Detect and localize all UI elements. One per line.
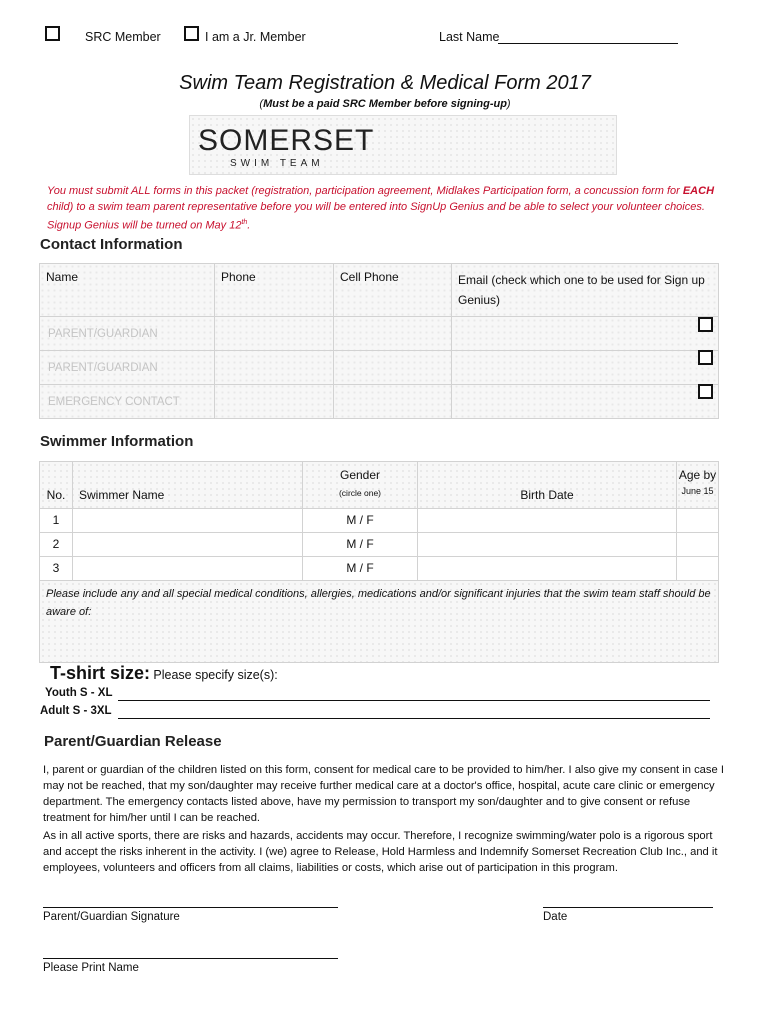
swimmer-heading: Swimmer Information xyxy=(40,433,194,450)
contact-row-cell[interactable] xyxy=(334,351,452,385)
swimmer-name-cell[interactable] xyxy=(73,509,303,533)
contact-row-phone[interactable] xyxy=(215,385,334,419)
logo-banner xyxy=(189,115,617,175)
contact-col-email: Email (check which one to be used for Sign up Genius) xyxy=(452,264,719,317)
last-name-field[interactable] xyxy=(498,30,678,44)
date-label: Date xyxy=(543,911,568,923)
contact-row-name[interactable]: EMERGENCY CONTACT xyxy=(40,385,215,419)
youth-size-label: Youth S - XL xyxy=(45,687,113,699)
gender-select[interactable]: M / F xyxy=(303,557,418,581)
src-member-label: SRC Member xyxy=(85,30,161,44)
page-subtitle: (Must be a paid SRC Member before signing-up) xyxy=(259,98,511,110)
last-name-label: Last Name xyxy=(439,30,500,44)
contact-row-name[interactable]: PARENT/GUARDIAN xyxy=(40,317,215,351)
release-paragraph-2: As in all active sports, there are risks and hazards, accidents may occur. Therefore, I recognize swimming/water polo is a rigorous sport and accept the risks inherent in the activity. I (we) agree to Release, Hold Harmless and Indemnify Somerset Recreation Club Inc., and it employees, volunteers and officers from all claims, liabilities or costs, which arise out of participation in this program. xyxy=(43,830,718,874)
logo-subtext: SWIM TEAM xyxy=(230,158,324,169)
birth-date-cell[interactable] xyxy=(418,533,677,557)
swimmer-col-name: Swimmer Name xyxy=(73,462,303,509)
contact-row-email[interactable] xyxy=(452,317,719,351)
email-checkbox-2[interactable] xyxy=(698,350,713,365)
contact-col-name: Name xyxy=(40,264,215,317)
release-heading: Parent/Guardian Release xyxy=(44,733,222,750)
contact-table xyxy=(39,263,719,419)
contact-col-cell: Cell Phone xyxy=(334,264,452,317)
release-paragraph-1: I, parent or guardian of the children listed on this form, consent for medical care to be provided to him/her. I also give my consent in case I may not be reached, that my son/daughter may receive further medical care at a doctor's office, hospital, acute care clinic or emergency department. The emergency contacts listed above, have my permission to transport my son/daughter and to give consent or refuse treatment for him/her until I can be reached. xyxy=(43,764,724,824)
adult-size-label: Adult S - 3XL xyxy=(40,705,112,717)
gender-select[interactable]: M / F xyxy=(303,533,418,557)
contact-row-email[interactable] xyxy=(452,385,719,419)
swimmer-row-no: 3 xyxy=(40,557,73,581)
age-cell[interactable] xyxy=(677,509,719,533)
jr-member-checkbox[interactable] xyxy=(184,26,199,41)
email-checkbox-3[interactable] xyxy=(698,384,713,399)
swimmer-name-cell[interactable] xyxy=(73,533,303,557)
age-cell[interactable] xyxy=(677,533,719,557)
birth-date-cell[interactable] xyxy=(418,557,677,581)
contact-row-name[interactable]: PARENT/GUARDIAN xyxy=(40,351,215,385)
contact-row-email[interactable] xyxy=(452,351,719,385)
swimmer-row-no: 1 xyxy=(40,509,73,533)
logo-text: SOMERSET xyxy=(198,124,375,157)
birth-date-cell[interactable] xyxy=(418,509,677,533)
swimmer-table xyxy=(39,461,719,663)
print-name-field[interactable] xyxy=(43,946,338,959)
gender-select[interactable]: M / F xyxy=(303,509,418,533)
tshirt-heading: T-shirt size: Please specify size(s): xyxy=(50,663,278,683)
age-cell[interactable] xyxy=(677,557,719,581)
swimmer-name-cell[interactable] xyxy=(73,557,303,581)
print-name-label: Please Print Name xyxy=(43,962,139,974)
date-field[interactable] xyxy=(543,895,713,908)
notice-text: You must submit ALL forms in this packet (registration, participation agreement, Midlakes Participation form, a concussion form for EACH child) to a swim team parent representative before you will be entered into SignUp Genius and be able to select your volunteer choices. Signup Genius will be turned on May 12th. xyxy=(47,185,715,232)
swimmer-col-no: No. xyxy=(40,462,73,509)
contact-row-cell[interactable] xyxy=(334,317,452,351)
swimmer-row-no: 2 xyxy=(40,533,73,557)
contact-col-phone: Phone xyxy=(215,264,334,317)
email-checkbox-1[interactable] xyxy=(698,317,713,332)
swimmer-col-birth: Birth Date xyxy=(418,462,677,509)
src-member-checkbox[interactable] xyxy=(45,26,60,41)
medical-conditions-field[interactable]: Please include any and all special medical conditions, allergies, medications and/or significant injuries that the swim team staff should be aware of: xyxy=(40,581,719,663)
contact-row-phone[interactable] xyxy=(215,317,334,351)
contact-heading: Contact Information xyxy=(40,236,183,253)
jr-member-label: I am a Jr. Member xyxy=(205,30,306,44)
signature-field[interactable] xyxy=(43,895,338,908)
swimmer-col-age: Age by June 15 xyxy=(677,462,719,509)
contact-row-cell[interactable] xyxy=(334,385,452,419)
swimmer-col-gender: Gender (circle one) xyxy=(303,462,418,509)
signature-label: Parent/Guardian Signature xyxy=(43,911,180,923)
page-title: Swim Team Registration & Medical Form 2017 xyxy=(179,72,591,94)
adult-size-field[interactable] xyxy=(118,706,710,719)
youth-size-field[interactable] xyxy=(118,688,710,701)
contact-row-phone[interactable] xyxy=(215,351,334,385)
